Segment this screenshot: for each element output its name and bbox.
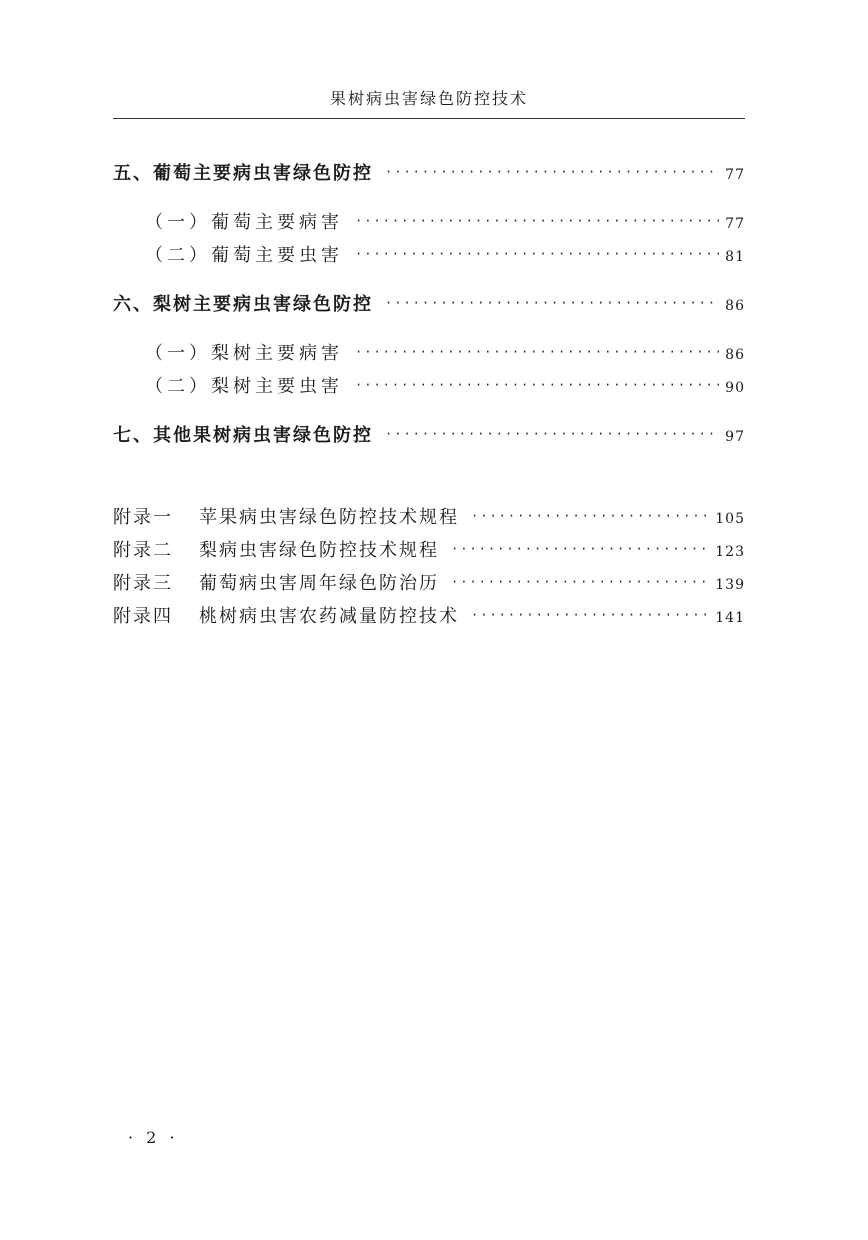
toc-section-title: 七、其他果树病虫害绿色防控 — [113, 425, 373, 446]
toc-appendix-entry — [113, 602, 459, 628]
toc-page-number: 81 — [725, 249, 745, 265]
dot-leader — [385, 296, 719, 310]
toc-section-title: 五、葡萄主要病虫害绿色防控 — [113, 163, 373, 184]
toc-subsection-grape-pest — [145, 241, 745, 267]
toc-appendix-3 — [113, 569, 745, 595]
toc-appendix-entry — [113, 503, 459, 529]
toc-page-number: 97 — [725, 429, 745, 445]
dot-leader — [355, 247, 719, 261]
appendix-title: 葡萄病虫害周年绿色防治历 — [199, 573, 439, 594]
appendix-label: 附录三 — [113, 573, 173, 594]
toc-subsection-title: （二）梨树主要虫害 — [145, 376, 343, 397]
toc-section-grape — [113, 159, 745, 185]
toc-page-number: 141 — [715, 610, 745, 626]
toc-subsection-pear-pest — [145, 372, 745, 398]
toc-appendix-entry — [113, 536, 439, 562]
toc-appendix-4 — [113, 602, 745, 628]
appendix-title: 梨病虫害绿色防控技术规程 — [199, 540, 439, 561]
dot-leader — [355, 378, 719, 392]
dot-leader — [471, 608, 709, 622]
running-header: 果树病虫害绿色防控技术 — [329, 89, 528, 108]
toc-page-number: 77 — [725, 167, 745, 183]
page-number-footer: · 2 · — [128, 1128, 179, 1147]
appendix-title: 桃树病虫害农药减量防控技术 — [199, 606, 459, 627]
appendix-label: 附录二 — [113, 540, 173, 561]
toc-page-number: 86 — [725, 347, 745, 363]
dot-leader — [471, 509, 709, 523]
dot-leader — [451, 575, 709, 589]
appendix-label: 附录一 — [113, 507, 173, 528]
toc-subsection-grape-disease — [145, 208, 745, 234]
toc-page-number: 86 — [725, 298, 745, 314]
appendix-label: 附录四 — [113, 606, 173, 627]
toc-appendix-1 — [113, 503, 745, 529]
toc-subsection-pear-disease — [145, 339, 745, 365]
toc-page-number: 105 — [715, 511, 745, 527]
toc-section-pear — [113, 290, 745, 316]
toc-subsection-title: （二）葡萄主要虫害 — [145, 245, 343, 266]
dot-leader — [385, 165, 719, 179]
toc-section-other — [113, 421, 745, 447]
toc-page-number: 123 — [715, 544, 745, 560]
dot-leader — [451, 542, 709, 556]
toc-section-title: 六、梨树主要病虫害绿色防控 — [113, 294, 373, 315]
dot-leader — [385, 427, 719, 441]
toc-subsection-title: （一）梨树主要病害 — [145, 343, 343, 364]
dot-leader — [355, 214, 719, 228]
toc-appendix-2 — [113, 536, 745, 562]
toc-appendix-entry — [113, 569, 439, 595]
dot-leader — [355, 345, 719, 359]
toc-page-number: 90 — [725, 380, 745, 396]
appendix-title: 苹果病虫害绿色防控技术规程 — [199, 507, 459, 528]
header-rule — [113, 118, 745, 119]
toc-page-number: 77 — [725, 216, 745, 232]
toc-subsection-title: （一）葡萄主要病害 — [145, 212, 343, 233]
toc-page-number: 139 — [715, 577, 745, 593]
